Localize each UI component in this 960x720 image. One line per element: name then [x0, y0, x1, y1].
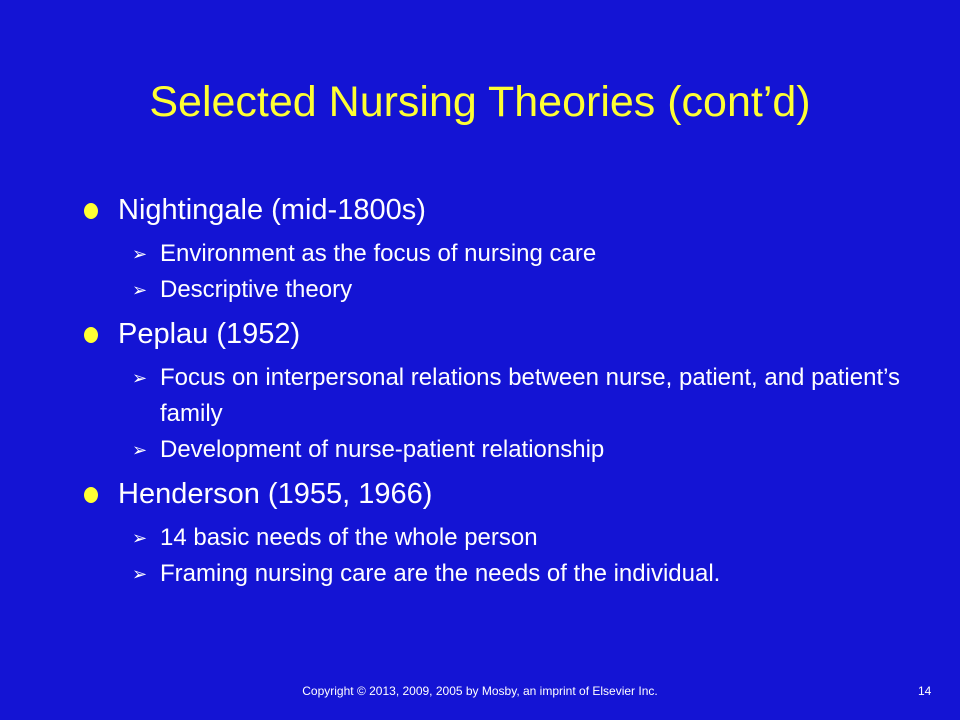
sub-bullet-item: [82, 272, 902, 308]
bullet-item-henderson: [82, 468, 902, 520]
round-bullet-icon: [84, 487, 98, 503]
sub-bullet-text: Focus on interpersonal relations between nurse, patient, and patient’s family: [160, 364, 901, 427]
sub-bullet-item: [82, 520, 902, 556]
arrowhead-bullet-icon: ➢: [132, 368, 148, 388]
sub-bullet-text: 14 basic needs of the whole person: [160, 524, 538, 551]
arrowhead-bullet-icon: ➢: [132, 244, 148, 264]
round-bullet-icon: [84, 327, 98, 343]
copyright-footer: Copyright © 2013, 2009, 2005 by Mosby, an imprint of Elsevier Inc.: [302, 684, 658, 698]
slide-title: Selected Nursing Theories (cont’d): [149, 78, 811, 126]
sub-bullet-item: [82, 432, 902, 468]
arrowhead-bullet-icon: ➢: [132, 280, 148, 300]
round-bullet-icon: [84, 203, 98, 219]
arrowhead-bullet-icon: ➢: [132, 440, 148, 460]
sub-bullet-text: Framing nursing care are the needs of the individual.: [160, 560, 721, 587]
bullet-text: Henderson (1955, 1966): [118, 478, 433, 510]
page-number: 14: [918, 684, 932, 698]
bullet-item-peplau: [82, 308, 902, 360]
arrowhead-bullet-icon: ➢: [132, 564, 148, 584]
bullet-text: Nightingale (mid-1800s): [118, 194, 426, 226]
sub-bullet-item: [82, 236, 902, 272]
sub-bullet-text: Environment as the focus of nursing care: [160, 240, 597, 267]
bullet-list: [82, 184, 902, 592]
sub-bullet-text: Development of nurse-patient relationship: [160, 436, 605, 463]
bullet-item-nightingale: [82, 184, 902, 236]
bullet-text: Peplau (1952): [118, 318, 301, 350]
sub-bullet-item: [82, 360, 902, 432]
sub-bullet-text: Descriptive theory: [160, 276, 353, 303]
arrowhead-bullet-icon: ➢: [132, 528, 148, 548]
sub-bullet-item: [82, 556, 902, 592]
